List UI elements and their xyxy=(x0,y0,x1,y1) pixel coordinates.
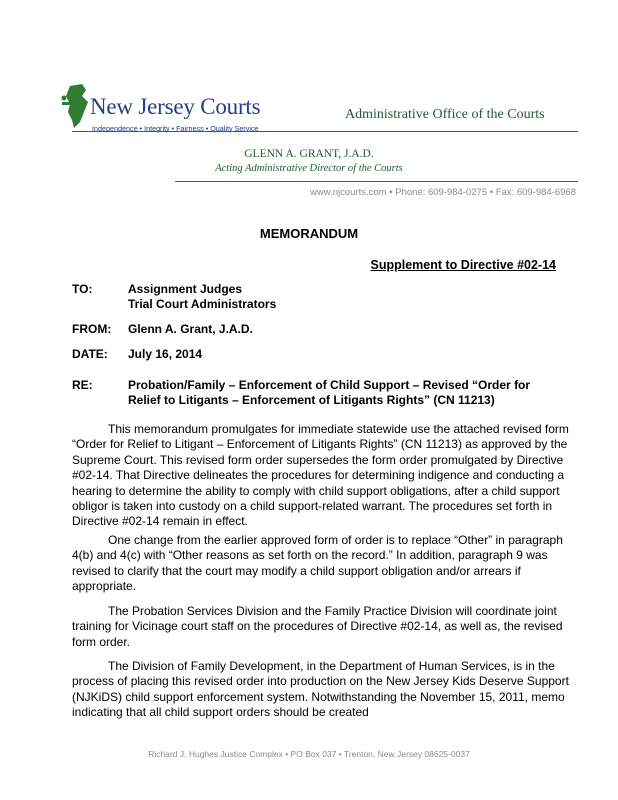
date-label: DATE: xyxy=(72,347,108,361)
to-recipient-1: Assignment Judges xyxy=(128,282,243,296)
office-name: Administrative Office of the Courts xyxy=(345,107,545,122)
body-paragraph-4: The Division of Family Development, in the Department of Human Services, is in the process of placing this revised order into production on the New Jersey Kids Deserve Support (NJKiDS) child support enforcement system. Notwithstanding the November 15, 2011, memo indicating that all child support orders should be created xyxy=(72,659,569,720)
director-name: GLENN A. GRANT, J.A.D. xyxy=(244,148,374,160)
supplement-reference: Supplement to Directive #02-14 xyxy=(370,258,556,272)
date-value: July 16, 2014 xyxy=(128,347,203,361)
logo-tagline: Independence • Integrity • Fairness • Quality Service xyxy=(92,124,259,133)
footer-address: Richard J. Hughes Justice Complex • PO Box 037 • Trenton, New Jersey 08625-0037 xyxy=(148,749,470,759)
contact-line: www.njcourts.com • Phone: 609-984-0275 • Fax: 609-984-6968 xyxy=(310,187,576,198)
to-label: TO: xyxy=(72,282,93,296)
body-paragraph-3: The Probation Services Division and the Family Practice Division will coordinate joint training for Vicinage court staff on the procedures of Directive #02-14, as well as, the revised form order. xyxy=(72,604,563,649)
logo-org-name: New Jersey Courts xyxy=(90,94,261,119)
memo-title: MEMORANDUM xyxy=(259,226,359,241)
re-label: RE: xyxy=(72,378,93,392)
body-paragraph-1: This memorandum promulgates for immediate statewide use the attached revised form “Order for Relief to Litigant – Enforcement of Litigants Rights” (CN 11213) as approved by the Supreme Court. This revised form order supersedes the form order promulgated by Directive #02-14. That Directive delineates the procedures for determining indigence and conducting a hearing to determine the ability to comply with child support obligations, after a child support obligor is taken into custody on a child support-related warrant. The procedures set forth in Directive #02-14 remain in effect. xyxy=(72,422,569,529)
director-divider xyxy=(175,181,578,182)
from-label: FROM: xyxy=(72,322,112,336)
director-title: Acting Administrative Director of the Courts xyxy=(215,163,403,174)
header-divider xyxy=(72,131,578,132)
to-recipients xyxy=(128,282,548,312)
to-recipient-2: Trial Court Administrators xyxy=(128,297,277,311)
body-paragraph-2: One change from the earlier approved form of order is to replace “Other” in paragraph 4(b) and 4(c) with “Other reasons as set forth on the record.” In addition, paragraph 9 was revised to clarify that the court may modify a child support obligation and/or arrears if appropriate. xyxy=(72,533,563,594)
re-subject: Probation/Family – Enforcement of Child Support – Revised “Order for Relief to Litigants – Enforcement of Litigants Rights” (CN 11213) xyxy=(128,378,531,407)
from-value: Glenn A. Grant, J.A.D. xyxy=(128,322,253,336)
